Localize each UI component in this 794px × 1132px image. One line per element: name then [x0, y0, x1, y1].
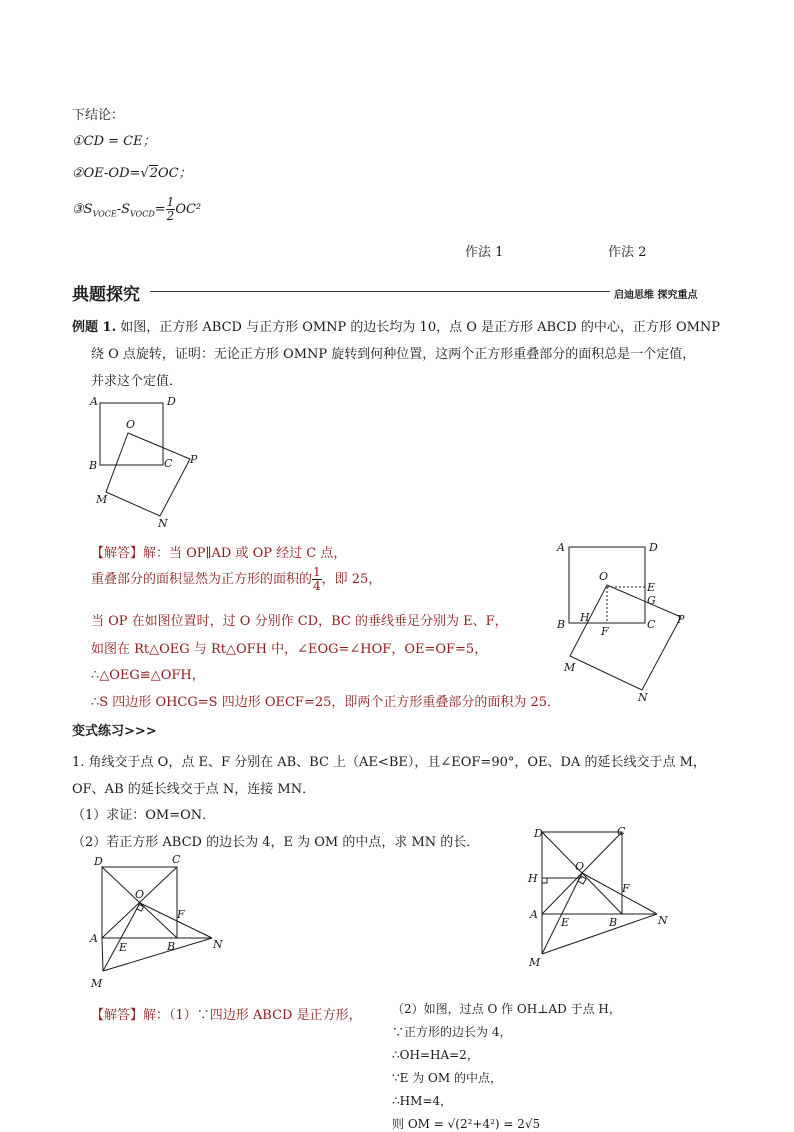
method-1-label: 作法 1	[465, 245, 504, 260]
fig1-label-o: O	[126, 418, 136, 431]
fig4-label-n: N	[658, 914, 668, 927]
fig4-label-o: O	[575, 860, 585, 873]
fig2-label-g: G	[647, 594, 656, 607]
figure-4-diagram	[520, 820, 680, 975]
fig2-label-m: M	[564, 661, 576, 674]
fig1-label-p: P	[190, 453, 198, 466]
fig3-label-e: E	[119, 941, 128, 954]
fig1-label-d: D	[167, 395, 176, 408]
example-line-2: 绕 O 点旋转，证明：无论正方形 OMNP 旋转到何种位置，这两个正方形重叠部分的面积总是一个定值，	[91, 347, 696, 362]
fig3-label-m: M	[91, 977, 103, 990]
variant-question-1: （1）求证：OM=ON．	[72, 808, 216, 823]
solution2-right-3: ∴OH=HA=2，	[392, 1048, 479, 1062]
conclusion-heading: 下结论：	[72, 108, 125, 123]
fig3-label-b: B	[167, 940, 176, 953]
fig4-label-m: M	[529, 956, 541, 969]
variant-problem-line-1: 1. 角线交于点 O，点 E、F 分别在 AB、BC 上（AE<BE），且∠EOF=90°，OE、DA 的延长线交于点 M，	[72, 755, 706, 770]
fig2-label-e: E	[647, 581, 656, 594]
variant-question-2: （2）若正方形 ABCD 的边长为 4，E 为 OM 的中点，求 MN 的长．	[72, 835, 480, 850]
variant-problem-line-2: OF、AB 的延长线交于点 N，连接 MN．	[72, 782, 316, 797]
fig4-label-c: C	[617, 825, 626, 838]
figure-1-diagram	[80, 390, 210, 530]
fig2-label-a: A	[557, 541, 565, 554]
fig1-label-b: B	[89, 459, 98, 472]
fig3-label-n: N	[213, 938, 223, 951]
fig4-label-h: H	[528, 872, 538, 885]
fig1-label-c: C	[164, 457, 173, 470]
solution1-line-1: 【解答】解：当 OP∥AD 或 OP 经过 C 点，	[91, 546, 347, 561]
solution2-right-2: ∵正方形的边长为 4，	[392, 1025, 512, 1039]
variant-heading: 变式练习>>>	[72, 724, 157, 739]
figure-3-diagram	[85, 848, 230, 993]
fig1-label-a: A	[90, 395, 98, 408]
solution2-right-5: ∴HM=4，	[392, 1094, 453, 1108]
fig2-label-n: N	[638, 691, 648, 704]
fig4-label-b: B	[609, 916, 618, 929]
fig4-label-d: D	[534, 827, 543, 840]
solution1-line-4: 如图在 Rt△OEG 与 Rt△OFH 中，∠EOG=∠HOF，OE=OF=5，	[91, 642, 488, 657]
solution1-line-2: 重叠部分的面积显然为正方形的面积的 $\frac{1}{4}$ ，即 25，	[91, 565, 382, 593]
section-rule	[150, 291, 610, 292]
fig4-label-e: E	[561, 916, 570, 929]
solution1-line-5: ∴△OEG≌△OFH，	[91, 668, 205, 683]
fig2-label-f: F	[601, 625, 609, 638]
method-2-label: 作法 2	[608, 245, 647, 260]
conclusion-2: ②OE-OD=√2OC；	[72, 166, 192, 181]
solution1-line-6: ∴S 四边形 OHCG=S 四边形 OECF=25，即两个正方形重叠部分的面积为 25．	[91, 695, 561, 710]
section-title: 典题探究	[72, 285, 140, 305]
fig3-label-a: A	[90, 932, 98, 945]
conclusion-1: ①CD = CE；	[72, 134, 156, 149]
fig2-label-p: P	[677, 613, 685, 626]
fig4-label-f: F	[622, 882, 630, 895]
solution1-line-3: 当 OP 在如图位置时，过 O 分别作 CD，BC 的垂线垂足分别为 E、F，	[91, 614, 508, 629]
fig4-label-a: A	[530, 908, 538, 921]
fig2-label-h: H	[580, 611, 590, 624]
fig3-label-c: C	[172, 853, 181, 866]
figure-2-diagram	[552, 535, 702, 705]
fig2-label-c: C	[647, 618, 656, 631]
fig2-label-d: D	[649, 541, 658, 554]
fig3-label-f: F	[177, 908, 185, 921]
fig3-label-o: O	[135, 888, 145, 901]
solution2-right-4: ∵E 为 OM 的中点，	[392, 1071, 502, 1085]
fig2-label-b: B	[557, 618, 566, 631]
fig2-label-o: O	[599, 570, 609, 583]
solution2-left: 【解答】解：（1）∵四边形 ABCD 是正方形，	[91, 1008, 362, 1023]
fig3-label-d: D	[94, 855, 103, 868]
fig1-label-n: N	[158, 517, 168, 530]
fig1-label-m: M	[96, 493, 108, 506]
section-subtitle: 启迪思维 探究重点	[614, 290, 698, 301]
example-line-1: 例题 1. 如图，正方形 ABCD 与正方形 OMNP 的边长均为 10，点 O 是正方形 ABCD 的中心，正方形 OMNP	[72, 320, 721, 335]
solution2-right-6: 则 OM = √(2²+4²) = 2√5	[392, 1117, 541, 1131]
conclusion-3: $③S_{VOCE}-S_{VOCD}=$ $\frac{1}{2}$ OC²	[72, 195, 202, 223]
solution2-right-1: （2）如图，过点 O 作 OH⊥AD 于点 H，	[392, 1002, 621, 1016]
example-line-3: 并求这个定值．	[91, 374, 183, 389]
